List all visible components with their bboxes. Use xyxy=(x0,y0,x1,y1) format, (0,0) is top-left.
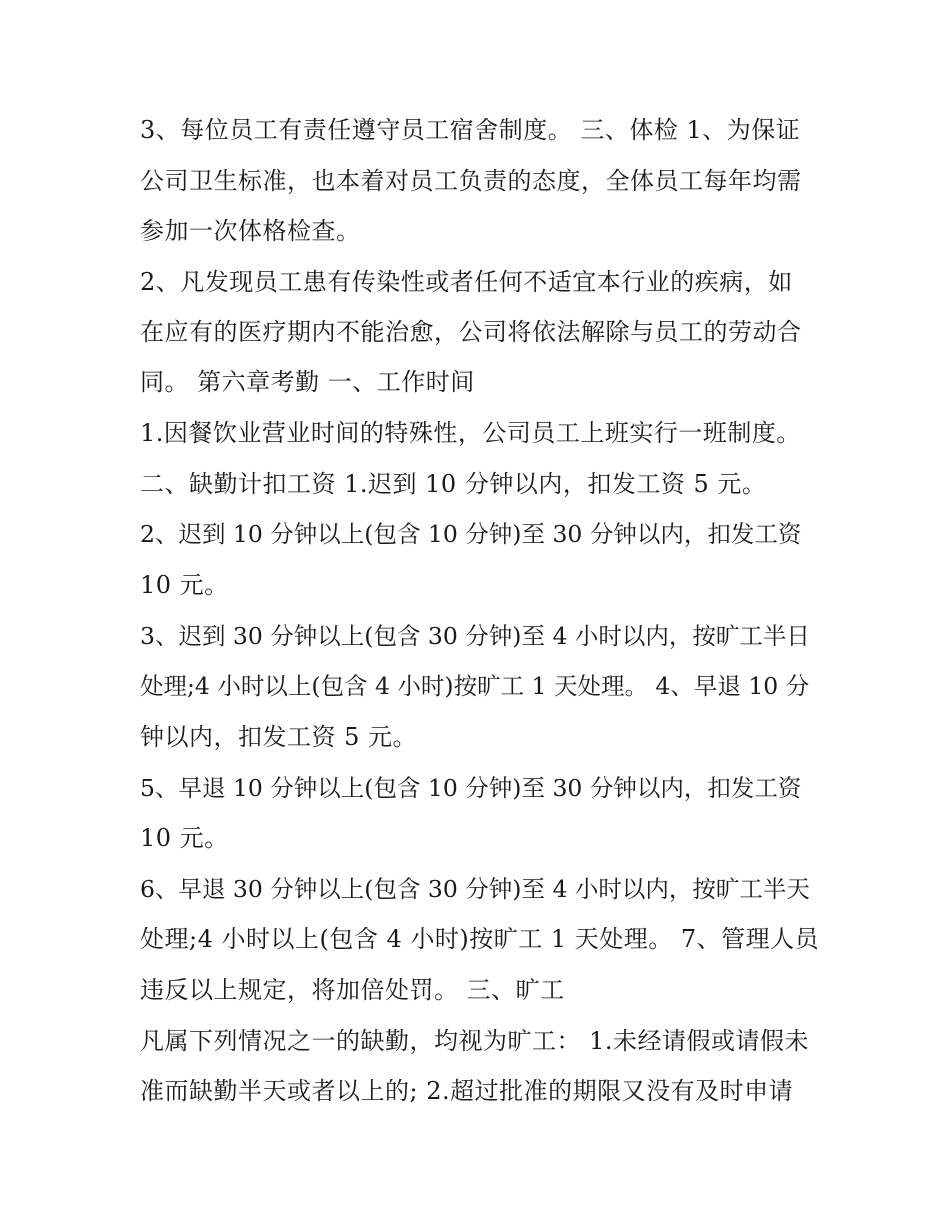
text-line: 处理;4 小时以上(包含 4 小时)按旷工 1 天处理。 7、管理人员 xyxy=(140,925,820,953)
text-line: 10 元。 xyxy=(140,571,229,599)
text-line: 处理;4 小时以上(包含 4 小时)按旷工 1 天处理。 4、早退 10 分 xyxy=(140,672,810,700)
text-line: 10 元。 xyxy=(140,824,229,852)
text-line: 1.因餐饮业营业时间的特殊性，公司员工上班实行一班制度。 xyxy=(140,419,801,447)
text-line: 准而缺勤半天或者以上的; 2.超过批准的期限又没有及时申请 xyxy=(140,1077,794,1105)
text-line: 5、早退 10 分钟以上(包含 10 分钟)至 30 分钟以内，扣发工资 xyxy=(140,774,802,802)
text-line: 同。 第六章考勤 一、工作时间 xyxy=(140,368,475,396)
text-line: 参加一次体格检查。 xyxy=(140,217,361,245)
text-line: 3、每位员工有责任遵守员工宿舍制度。 三、体检 1、为保证 xyxy=(140,116,801,144)
text-line: 在应有的医疗期内不能治愈，公司将依法解除与员工的劳动合 xyxy=(140,318,802,346)
text-line: 2、凡发现员工患有传染性或者任何不适宜本行业的疾病，如 xyxy=(140,268,793,296)
text-line: 3、迟到 30 分钟以上(包含 30 分钟)至 4 小时以内，按旷工半日 xyxy=(140,622,810,650)
text-line: 6、早退 30 分钟以上(包含 30 分钟)至 4 小时以内，按旷工半天 xyxy=(140,875,810,903)
text-line: 二、缺勤计扣工资 1.迟到 10 分钟以内，扣发工资 5 元。 xyxy=(140,470,767,498)
text-line: 公司卫生标准，也本着对员工负责的态度，全体员工每年均需 xyxy=(140,167,802,195)
text-line: 凡属下列情况之一的缺勤，均视为旷工： 1.未经请假或请假未 xyxy=(140,1027,810,1055)
text-line: 钟以内，扣发工资 5 元。 xyxy=(140,723,418,751)
text-line: 2、迟到 10 分钟以上(包含 10 分钟)至 30 分钟以内，扣发工资 xyxy=(140,520,802,548)
text-line: 违反以上规定，将加倍处罚。 三、旷工 xyxy=(140,976,565,1004)
